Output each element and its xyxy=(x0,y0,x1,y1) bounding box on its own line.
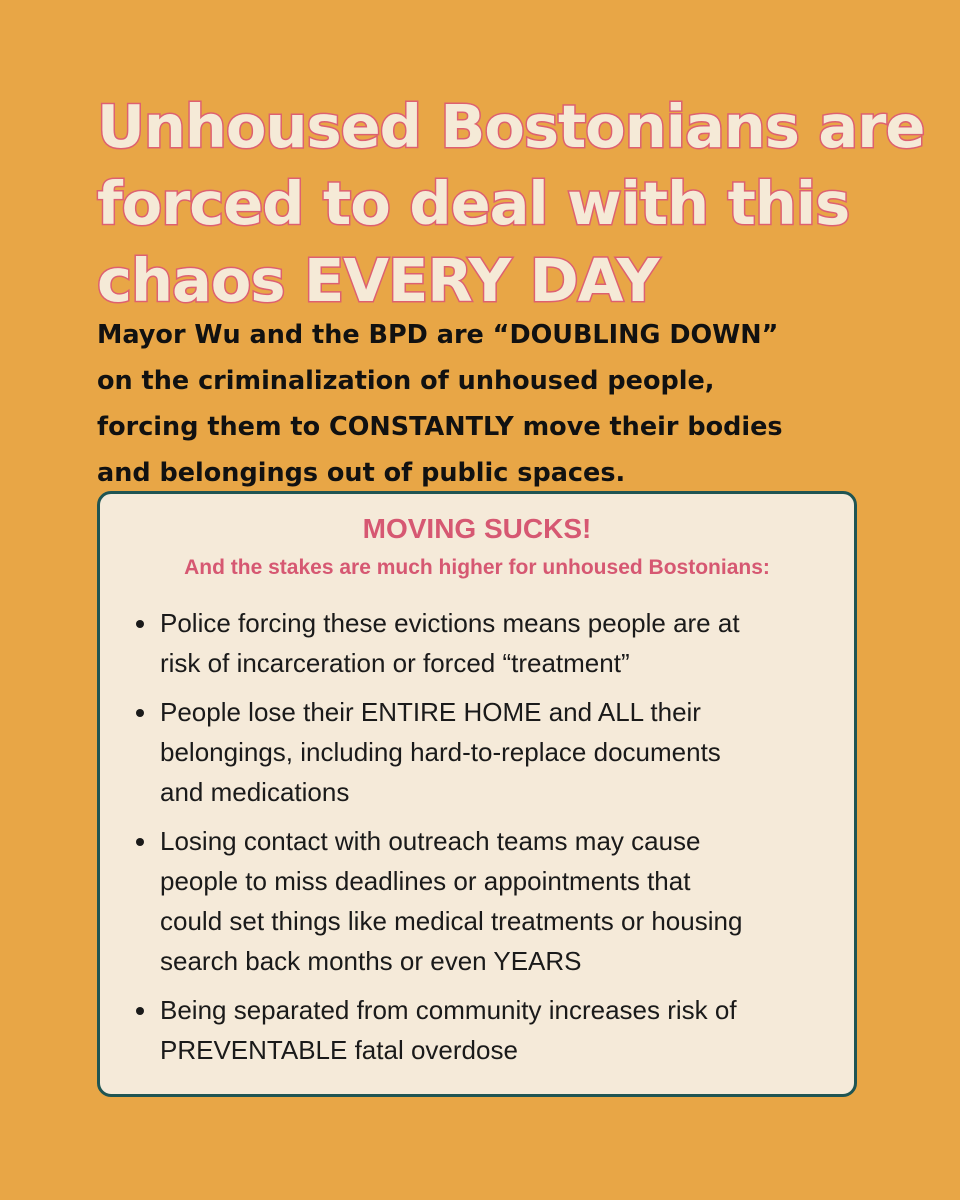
bullet-line: risk of incarceration or forced “treatment” xyxy=(160,648,630,678)
card-title: MOVING SUCKS! xyxy=(362,513,592,544)
bullet-list xyxy=(100,603,854,1079)
list-item xyxy=(100,692,854,812)
list-item xyxy=(100,821,854,981)
bullet-icon xyxy=(136,1007,144,1015)
bullet-line: Police forcing these evictions means people are at xyxy=(160,608,740,638)
headline-line: chaos EVERY DAY xyxy=(97,246,659,315)
bullet-text xyxy=(160,990,854,1070)
bullet-line: people to miss deadlines or appointments that xyxy=(160,866,691,896)
bullet-line: Losing contact with outreach teams may cause xyxy=(160,826,701,856)
bullet-text xyxy=(160,692,854,812)
bullet-icon xyxy=(136,709,144,717)
headline-line: forced to deal with this xyxy=(97,169,850,238)
bullet-line: Being separated from community increases risk of xyxy=(160,995,737,1025)
list-item xyxy=(100,990,854,1070)
bullet-text xyxy=(160,603,854,683)
bullet-icon xyxy=(136,838,144,846)
bullet-text xyxy=(160,821,854,981)
info-card xyxy=(97,491,857,1097)
bullet-line: belongings, including hard-to-replace documents xyxy=(160,737,721,767)
headline-line: Unhoused Bostonians are xyxy=(97,92,925,161)
list-item xyxy=(100,603,854,683)
subheadline-line: and belongings out of public spaces. xyxy=(97,458,626,488)
bullet-line: and medications xyxy=(160,777,350,807)
subheadline-line: Mayor Wu and the BPD are “DOUBLING DOWN” xyxy=(97,320,779,350)
headline xyxy=(97,88,925,319)
subheadline-line: forcing them to CONSTANTLY move their bodies xyxy=(97,412,783,442)
bullet-line: People lose their ENTIRE HOME and ALL their xyxy=(160,697,701,727)
bullet-line: PREVENTABLE fatal overdose xyxy=(160,1035,518,1065)
bullet-icon xyxy=(136,620,144,628)
bullet-line: could set things like medical treatments or housing xyxy=(160,906,743,936)
subheadline xyxy=(97,312,877,496)
card-subtitle: And the stakes are much higher for unhoused Bostonians: xyxy=(184,556,770,579)
subheadline-line: on the criminalization of unhoused people, xyxy=(97,366,715,396)
bullet-line: search back months or even YEARS xyxy=(160,946,582,976)
